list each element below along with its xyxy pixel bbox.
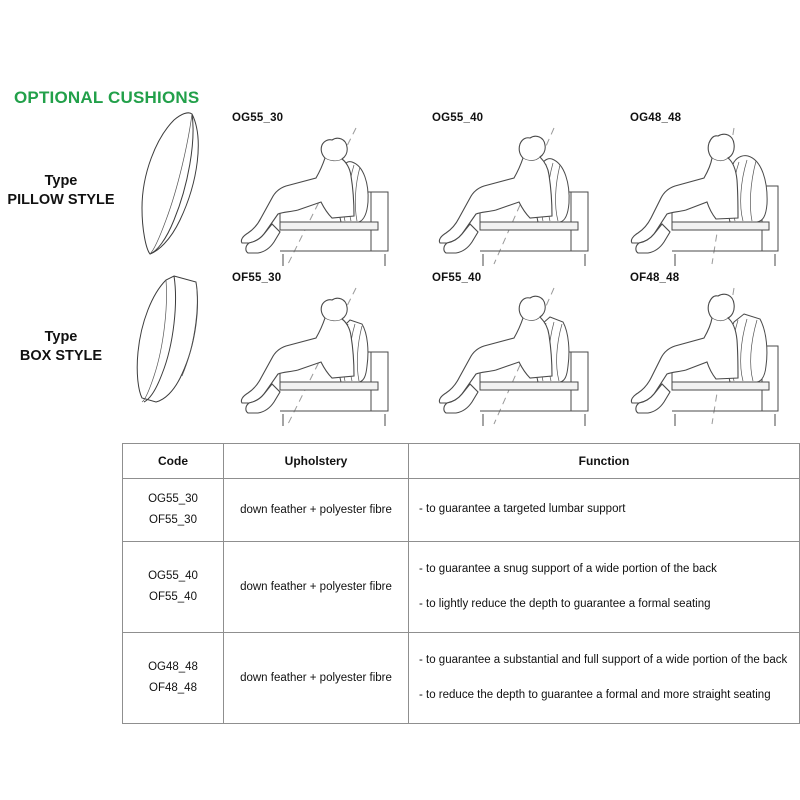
table-row	[123, 633, 800, 724]
code-secondary: OF48_48	[149, 682, 197, 694]
diagram-artwork	[228, 126, 418, 266]
table-row	[123, 542, 800, 633]
type-word: Type	[44, 329, 78, 345]
cell-code	[123, 479, 224, 542]
diagram-artwork	[626, 286, 800, 426]
cell-function	[409, 633, 800, 724]
code-secondary: OF55_40	[149, 591, 197, 603]
row-type-label-box	[0, 328, 122, 365]
cell-function	[409, 479, 800, 542]
diagram-artwork	[626, 126, 800, 266]
cell-function	[409, 542, 800, 633]
code-primary: OG48_48	[148, 660, 198, 673]
diagram-artwork	[428, 286, 618, 426]
diagram-code-label: OF55_40	[432, 272, 482, 284]
diagram-artwork	[428, 126, 618, 266]
header-function: Function	[409, 444, 800, 479]
cell-upholstery: down feather + polyester fibre	[224, 479, 409, 542]
diagram-code-label: OF48_48	[630, 272, 680, 284]
diagram-code-label: OG48_48	[630, 112, 682, 124]
cell-code	[123, 633, 224, 724]
function-line: - to guarantee a targeted lumbar support	[419, 503, 626, 516]
cell-upholstery: down feather + polyester fibre	[224, 542, 409, 633]
box-style-cushion-swatch-icon	[112, 272, 220, 407]
function-line: - to guarantee a substantial and full support of a wide portion of the back	[419, 653, 788, 666]
function-line: - to reduce the depth to guarantee a formal and more straight seating	[419, 689, 771, 701]
diagram-artwork	[228, 286, 418, 426]
code-primary: OG55_30	[148, 492, 198, 505]
diagram-code-label: OF55_30	[232, 272, 282, 284]
function-line: - to guarantee a snug support of a wide portion of the back	[419, 562, 717, 575]
table-row	[123, 479, 800, 542]
pillow-style-cushion-swatch-icon	[112, 108, 220, 258]
table-header-row	[123, 444, 800, 479]
cushion-spec-table	[122, 443, 800, 724]
code-secondary: OF55_30	[149, 514, 197, 526]
header-code: Code	[123, 444, 224, 479]
type-word: Type	[44, 173, 78, 189]
row-type-label-pillow	[0, 172, 122, 209]
code-primary: OG55_40	[148, 569, 198, 582]
type-name: BOX STYLE	[19, 347, 103, 364]
page-title: OPTIONAL CUSHIONS	[14, 88, 200, 107]
diagram-code-label: OG55_40	[432, 112, 484, 124]
diagram-code-label: OG55_30	[232, 112, 284, 124]
header-upholstery: Upholstery	[224, 444, 409, 479]
cell-code	[123, 542, 224, 633]
cell-upholstery: down feather + polyester fibre	[224, 633, 409, 724]
type-name: PILLOW STYLE	[7, 191, 115, 208]
function-line: - to lightly reduce the depth to guarantee a formal seating	[419, 598, 711, 610]
